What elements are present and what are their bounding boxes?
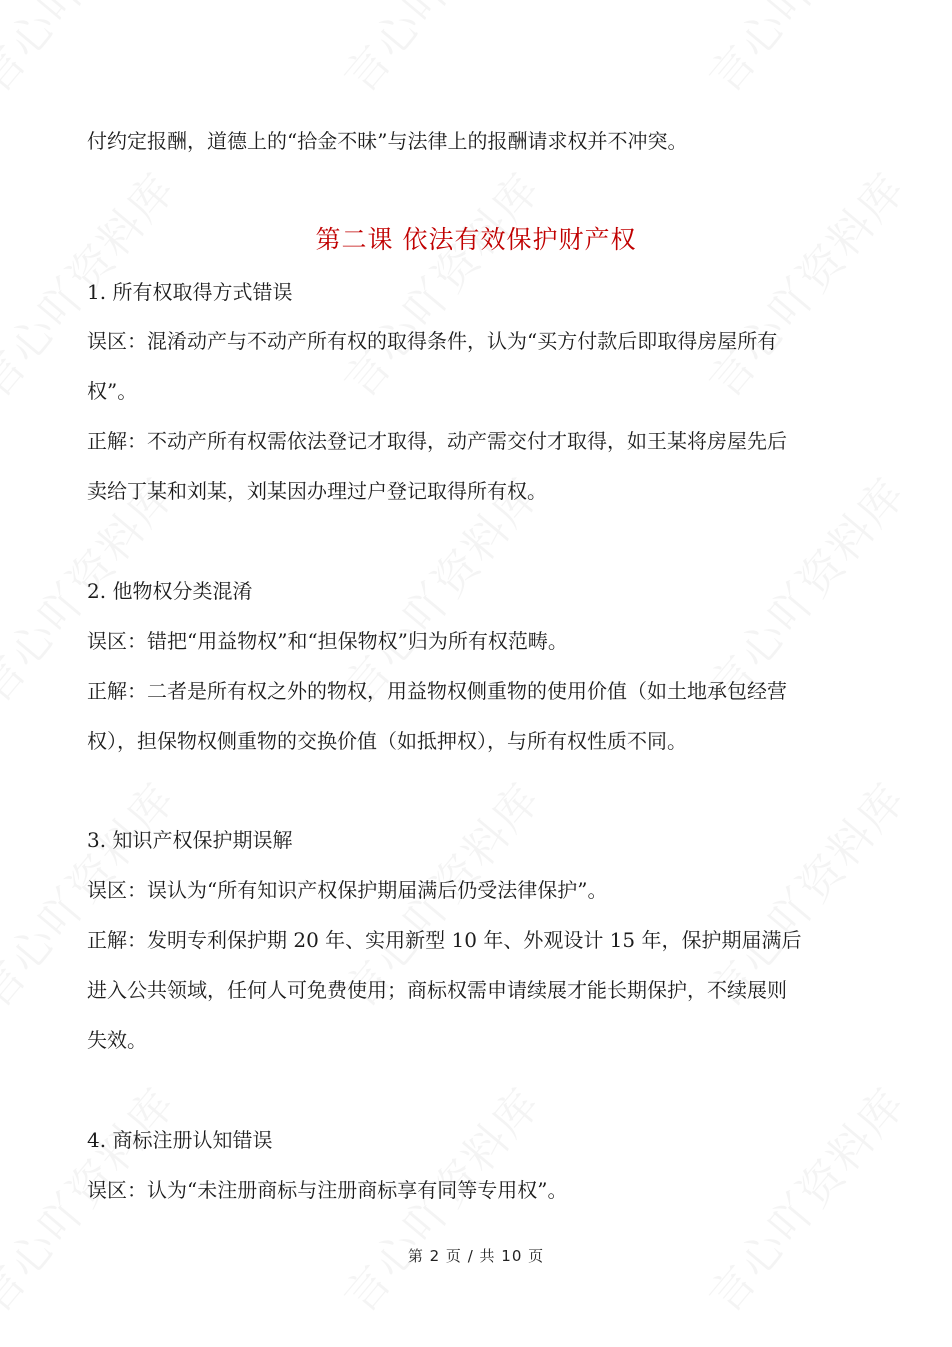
item-title-3: 3. 知识产权保护期误解 [87, 828, 293, 852]
watermark [691, 156, 917, 409]
watermark [691, 1071, 917, 1324]
correct-answer-text: 卖给丁某和刘某，刘某因办理过户登记取得所有权。 [87, 479, 547, 503]
correct-answer-text: 正解：不动产所有权需依法登记才取得，动产需交付才取得，如王某将房屋先后 [87, 429, 787, 453]
misconception-text: 误区：错把“用益物权”和“担保物权”归为所有权范畴。 [87, 629, 568, 653]
misconception-text: 权”。 [87, 379, 138, 403]
section-heading: 第二课 依法有效保护财产权 [315, 225, 637, 254]
item-title-1: 1. 所有权取得方式错误 [87, 280, 293, 304]
correct-answer-text: 正解：发明专利保护期 20 年、实用新型 10 年、外观设计 15 年，保护期届满后 [87, 928, 802, 952]
misconception-text: 误区：误认为“所有知识产权保护期届满后仍受法律保护”。 [87, 878, 608, 902]
item-title-2: 2. 他物权分类混淆 [87, 579, 253, 603]
misconception-text: 误区：混淆动产与不动产所有权的取得条件，认为“买方付款后即取得房屋所有 [87, 329, 778, 353]
watermark [326, 156, 552, 409]
correct-answer-text: 失效。 [87, 1028, 147, 1052]
watermark [691, 0, 917, 104]
page-indicator: 第 2 页 / 共 10 页 [407, 1247, 545, 1265]
item-title-4: 4. 商标注册认知错误 [87, 1128, 273, 1152]
intro-paragraph: 付约定报酬，道德上的“拾金不昧”与法律上的报酬请求权并不冲突。 [87, 129, 688, 153]
correct-answer-text: 进入公共领域，任何人可免费使用；商标权需申请续展才能长期保护，不续展则 [87, 978, 787, 1002]
correct-answer-text: 权），担保物权侧重物的交换价值（如抵押权），与所有权性质不同。 [87, 729, 687, 753]
watermark [691, 461, 917, 714]
watermark [326, 0, 552, 104]
watermark [0, 0, 187, 104]
correct-answer-text: 正解：二者是所有权之外的物权，用益物权侧重物的使用价值（如土地承包经营 [87, 679, 787, 703]
misconception-text: 误区：认为“未注册商标与注册商标享有同等专用权”。 [87, 1178, 568, 1202]
